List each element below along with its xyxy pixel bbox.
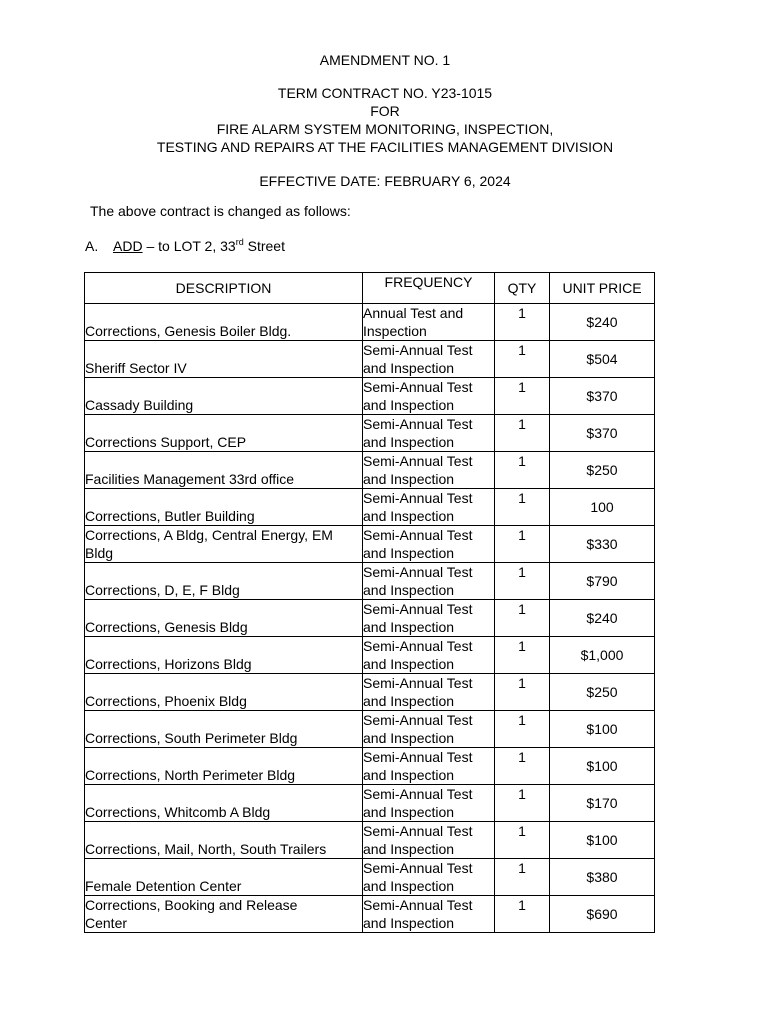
cell-unit-price: $370 — [550, 415, 655, 452]
table-row — [85, 415, 655, 452]
cell-qty: 1 — [495, 452, 550, 489]
cell-frequency: Semi-Annual Test and Inspection — [363, 489, 495, 526]
contract-title-line-2: TESTING AND REPAIRS AT THE FACILITIES MANAGEMENT DIVISION — [156, 139, 614, 155]
cell-frequency: Semi-Annual Test and Inspection — [363, 637, 495, 674]
cell-description: Sheriff Sector IV — [85, 341, 363, 378]
cell-qty: 1 — [495, 526, 550, 563]
cell-qty: 1 — [495, 378, 550, 415]
table-row — [85, 378, 655, 415]
cell-unit-price: $100 — [550, 748, 655, 785]
cell-qty: 1 — [495, 822, 550, 859]
table-row — [85, 637, 655, 674]
contract-title-line-1: FIRE ALARM SYSTEM MONITORING, INSPECTION, — [216, 121, 554, 137]
cell-description: Corrections, Genesis Bldg — [85, 600, 363, 637]
cell-frequency: Semi-Annual Test and Inspection — [363, 341, 495, 378]
cell-qty: 1 — [495, 785, 550, 822]
cell-unit-price: $100 — [550, 822, 655, 859]
cell-description: Cassady Building — [85, 378, 363, 415]
cell-unit-price: $240 — [550, 600, 655, 637]
cell-frequency: Annual Test and Inspection — [363, 304, 495, 341]
cell-frequency: Semi-Annual Test and Inspection — [363, 785, 495, 822]
cell-frequency: Semi-Annual Test and Inspection — [363, 378, 495, 415]
cell-description: Corrections, Booking and Release Center — [85, 896, 363, 933]
cell-description: Corrections, South Perimeter Bldg — [85, 711, 363, 748]
table-row — [85, 600, 655, 637]
table-row — [85, 896, 655, 933]
cell-qty: 1 — [495, 859, 550, 896]
section-action: ADD — [113, 238, 143, 254]
table-row — [85, 563, 655, 600]
cell-qty: 1 — [495, 674, 550, 711]
cell-description: Corrections, Phoenix Bldg — [85, 674, 363, 711]
table-row — [85, 452, 655, 489]
cell-qty: 1 — [495, 489, 550, 526]
cell-unit-price: $690 — [550, 896, 655, 933]
table-row — [85, 304, 655, 341]
cell-qty: 1 — [495, 637, 550, 674]
cell-description: Facilities Management 33rd office — [85, 452, 363, 489]
cell-qty: 1 — [495, 304, 550, 341]
cell-frequency: Semi-Annual Test and Inspection — [363, 415, 495, 452]
contract-for: FOR — [370, 103, 400, 119]
header-description: DESCRIPTION — [85, 273, 363, 304]
cell-unit-price: $504 — [550, 341, 655, 378]
cell-unit-price: $330 — [550, 526, 655, 563]
cell-frequency: Semi-Annual Test and Inspection — [363, 748, 495, 785]
cell-description: Corrections, Horizons Bldg — [85, 637, 363, 674]
cell-frequency: Semi-Annual Test and Inspection — [363, 452, 495, 489]
header-frequency: FREQUENCY — [363, 273, 495, 304]
cell-unit-price: 100 — [550, 489, 655, 526]
cell-frequency: Semi-Annual Test and Inspection — [363, 526, 495, 563]
section-heading — [85, 237, 285, 255]
section-letter: A. — [85, 238, 99, 254]
cell-qty: 1 — [495, 563, 550, 600]
effective-date: EFFECTIVE DATE: FEBRUARY 6, 2024 — [259, 173, 511, 189]
table-header-row — [85, 273, 655, 304]
table-row — [85, 748, 655, 785]
table-row — [85, 341, 655, 378]
cell-frequency: Semi-Annual Test and Inspection — [363, 563, 495, 600]
table-row — [85, 526, 655, 563]
table-row — [85, 785, 655, 822]
cell-frequency: Semi-Annual Test and Inspection — [363, 711, 495, 748]
cell-unit-price: $250 — [550, 674, 655, 711]
section-superscript: rd — [235, 237, 244, 247]
cell-unit-price: $170 — [550, 785, 655, 822]
header-unit-price: UNIT PRICE — [550, 273, 655, 304]
cell-unit-price: $790 — [550, 563, 655, 600]
table-row — [85, 489, 655, 526]
header-qty: QTY — [495, 273, 550, 304]
cell-description: Female Detention Center — [85, 859, 363, 896]
cell-unit-price: $380 — [550, 859, 655, 896]
cell-unit-price: $250 — [550, 452, 655, 489]
section-text: – to LOT 2, 33 — [142, 238, 236, 254]
cell-unit-price: $1,000 — [550, 637, 655, 674]
table-row — [85, 859, 655, 896]
cell-unit-price: $370 — [550, 378, 655, 415]
cell-qty: 1 — [495, 415, 550, 452]
intro-text: The above contract is changed as follows: — [90, 203, 351, 219]
cell-description: Corrections, A Bldg, Central Energy, EM Bldg — [85, 526, 363, 563]
cell-description: Corrections, North Perimeter Bldg — [85, 748, 363, 785]
section-text-end: Street — [243, 238, 285, 254]
cell-frequency: Semi-Annual Test and Inspection — [363, 674, 495, 711]
table-row — [85, 711, 655, 748]
table-row — [85, 674, 655, 711]
cell-unit-price: $240 — [550, 304, 655, 341]
amendment-title: AMENDMENT NO. 1 — [319, 52, 451, 68]
cell-description: Corrections, Genesis Boiler Bldg. — [85, 304, 363, 341]
cell-qty: 1 — [495, 748, 550, 785]
cell-description: Corrections, D, E, F Bldg — [85, 563, 363, 600]
cell-qty: 1 — [495, 896, 550, 933]
cell-description: Corrections, Whitcomb A Bldg — [85, 785, 363, 822]
cell-unit-price: $100 — [550, 711, 655, 748]
cell-qty: 1 — [495, 711, 550, 748]
cell-qty: 1 — [495, 600, 550, 637]
cell-frequency: Semi-Annual Test and Inspection — [363, 859, 495, 896]
cell-description: Corrections, Butler Building — [85, 489, 363, 526]
table-row — [85, 822, 655, 859]
cell-description: Corrections, Mail, North, South Trailers — [85, 822, 363, 859]
items-table — [84, 272, 655, 933]
cell-qty: 1 — [495, 341, 550, 378]
cell-frequency: Semi-Annual Test and Inspection — [363, 896, 495, 933]
cell-description: Corrections Support, CEP — [85, 415, 363, 452]
cell-frequency: Semi-Annual Test and Inspection — [363, 822, 495, 859]
cell-frequency: Semi-Annual Test and Inspection — [363, 600, 495, 637]
contract-number: TERM CONTRACT NO. Y23-1015 — [277, 85, 493, 101]
